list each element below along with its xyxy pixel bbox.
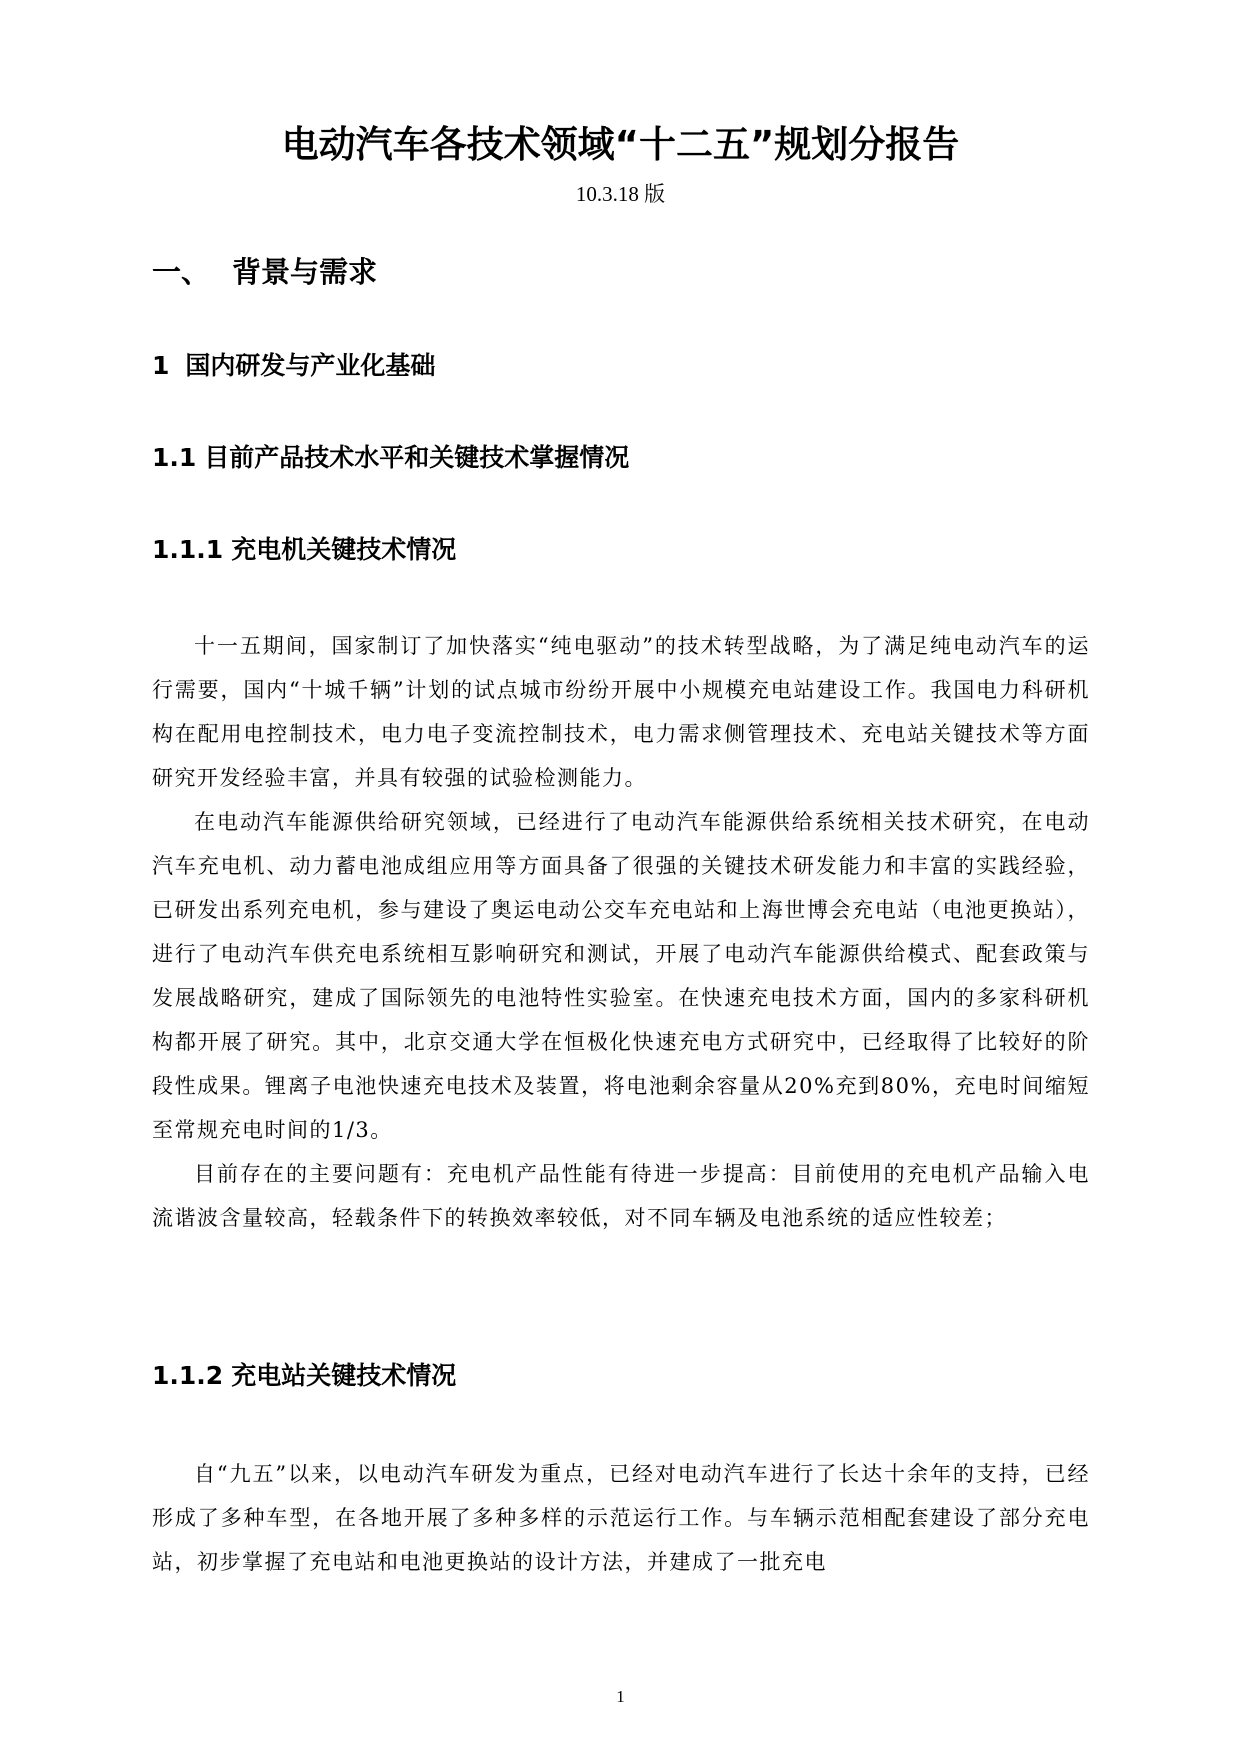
version-label: 10.3.18 版 <box>575 182 666 206</box>
section-heading-4-charger <box>152 532 456 568</box>
section-heading-4-station <box>152 1358 456 1394</box>
section-heading-3 <box>152 440 629 476</box>
section-body-station <box>152 1452 1090 1584</box>
section-number: 1.1 <box>152 443 197 472</box>
paragraph: 目前存在的主要问题有：充电机产品性能有待进一步提高：目前使用的充电机产品输入电流谐波含量较高，轻载条件下的转换效率较低，对不同车辆及电池系统的适应性较差； <box>152 1162 1090 1230</box>
section-title: 目前产品技术水平和关键技术掌握情况 <box>204 443 630 472</box>
document-title: 电动汽车各技术领域“十二五”规划分报告 <box>281 123 960 166</box>
page-number: 1 <box>616 1687 625 1706</box>
section-number: 1 <box>152 351 170 380</box>
section-number: 一、 <box>152 255 211 289</box>
paragraph: 自“九五”以来，以电动汽车研发为重点，已经对电动汽车进行了长达十余年的支持，已经形成了多种车型，在各地开展了多种多样的示范运行工作。与车辆示范相配套建设了部分充电站，初步掌握了充电站和电池更换站的设计方法，并建成了一批充电 <box>152 1462 1090 1574</box>
section-heading-2 <box>152 348 435 384</box>
section-title: 充电站关键技术情况 <box>231 1361 457 1390</box>
paragraph: 十一五期间，国家制订了加快落实“纯电驱动”的技术转型战略，为了满足纯电动汽车的运行需要，国内“十城千辆”计划的试点城市纷纷开展中小规模充电站建设工作。我国电力科研机构在配用电控制技术，电力电子变流控制技术，电力需求侧管理技术、充电站关键技术等方面研究开发经验丰富，并具有较强的试验检测能力。 <box>152 634 1090 790</box>
section-number: 1.1.1 <box>152 535 224 564</box>
section-number: 1.1.2 <box>152 1361 224 1390</box>
paragraph: 在电动汽车能源供给研究领域，已经进行了电动汽车能源供给系统相关技术研究，在电动汽车充电机、动力蓄电池成组应用等方面具备了很强的关键技术研发能力和丰富的实践经验，已研发出系列充电机，参与建设了奥运电动公交车充电站和上海世博会充电站（电池更换站），进行了电动汽车供充电系统相互影响研究和测试，开展了电动汽车能源供给模式、配套政策与发展战略研究，建成了国际领先的电池特性实验室。在快速充电技术方面，国内的多家科研机构都开展了研究。其中，北京交通大学在恒极化快速充电方式研究中，已经取得了比较好的阶段性成果。锂离子电池快速充电技术及装置，将电池剩余容量从20%充到80%，充电时间缩短至常规充电时间的1/3。 <box>152 810 1090 1142</box>
section-heading-1 <box>152 252 377 292</box>
section-title: 背景与需求 <box>232 255 378 289</box>
section-title: 充电机关键技术情况 <box>231 535 457 564</box>
section-title: 国内研发与产业化基础 <box>185 351 436 380</box>
section-body-charger <box>152 624 1090 1240</box>
